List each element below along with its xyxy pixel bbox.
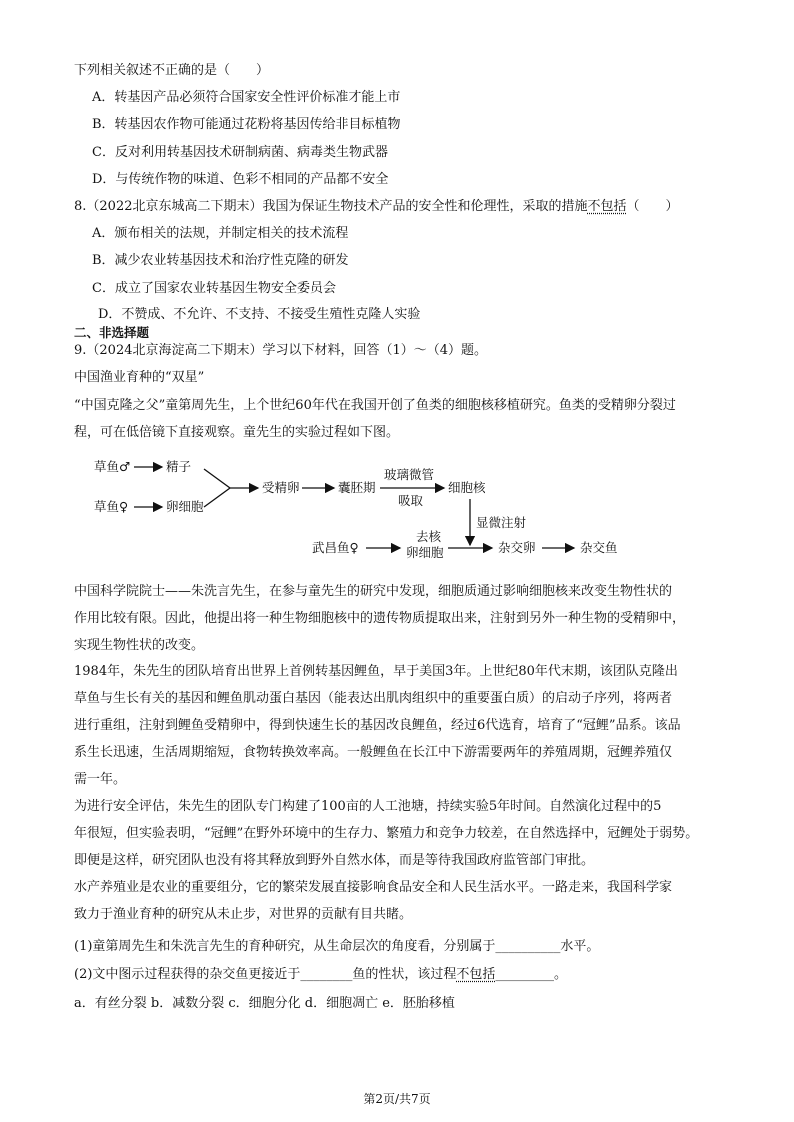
paragraph-line: 作用比较有限。因此，他提出将一种生物细胞核中的遗传物质提取出来，注射到另外一种生物的受精卵中， bbox=[74, 611, 686, 626]
paragraph-line: 水产养殖业是农业的重要组分，它的繁荣发展直接影响食品安全和人民生活水平。一路走来，我国科学家 bbox=[74, 880, 673, 895]
label-grass-carp-female: 草鱼♀ bbox=[94, 499, 129, 514]
label-egg: 卵细胞 bbox=[166, 499, 204, 514]
paragraph-line: 1984年，朱先生的团队培育出世界上首例转基因鲤鱼，早于美国3年。上世纪80年代末期，该团队克隆出 bbox=[74, 664, 678, 679]
label-enucleate: 去核 bbox=[416, 529, 442, 544]
q9-emphasis: 不包括 bbox=[456, 967, 496, 982]
q9-subquestion-2: (2)文中图示过程获得的杂交鱼更接近于________鱼的性状，该过程不包括_________。 bbox=[74, 967, 567, 982]
page-footer: 第2页/共7页 bbox=[363, 1092, 431, 1106]
label-grass-carp-male: 草鱼♂ bbox=[94, 459, 131, 474]
experiment-flow-diagram bbox=[90, 455, 650, 570]
q7-option-c: C．反对利用转基因技术研制病菌、病毒类生物武器 bbox=[92, 145, 388, 160]
label-egg-2: 卵细胞 bbox=[406, 545, 444, 560]
q8-option-d: D．不赞成、不允许、不支持、不接受生殖性克隆人实验 bbox=[98, 307, 421, 322]
label-hybrid-egg: 杂交卵 bbox=[498, 540, 536, 555]
paragraph-line: 系生长迅速，生活周期缩短，食物转换效率高。一般鲤鱼在长江中下游需要两年的养殖周期，冠鲤养殖仅 bbox=[74, 745, 673, 760]
q7-option-b: B．转基因农作物可能通过花粉将基因传给非目标植物 bbox=[92, 117, 401, 132]
label-sperm: 精子 bbox=[166, 459, 192, 474]
merge-connector bbox=[204, 469, 230, 507]
q9-subquestion-2-options: a．有丝分裂 b．减数分裂 c．细胞分化 d．细胞凋亡 e．胚胎移植 bbox=[74, 996, 455, 1011]
paragraph-line: 草鱼与生长有关的基因和鲤鱼肌动蛋白基因（能表达出肌肉组织中的重要蛋白质）的启动子序列，将两者 bbox=[74, 691, 673, 706]
q8-option-b: B．减少农业转基因技术和治疗性克隆的研发 bbox=[92, 253, 349, 268]
paragraph-line: 程，可在低倍镜下直接观察。童先生的实验过程如下图。 bbox=[74, 425, 400, 440]
q9-article-title: 中国渔业育种的“双星” bbox=[74, 370, 205, 385]
paragraph-line: 即便是这样，研究团队也没有将其释放到野外自然水体，而是等待我国政府监管部门审批。 bbox=[74, 853, 595, 868]
label-microinjection: 显微注射 bbox=[476, 515, 527, 530]
q9-stem: 9.（2024北京海淀高二下期末）学习以下材料，回答（1）～（4）题。 bbox=[74, 343, 488, 358]
paragraph-line: 为进行安全评估，朱先生的团队专门构建了100亩的人工池塘，持续实验5年时间。自然演化过程中的5 bbox=[74, 799, 662, 814]
label-glass-micropipette: 玻璃微管 bbox=[384, 467, 435, 482]
q7-option-a: A．转基因产品必须符合国家安全性评价标准才能上市 bbox=[92, 90, 401, 105]
q9-subquestion-1: (1)童第周先生和朱洗言先生的育种研究，从生命层次的角度看，分别属于__________水平。 bbox=[74, 939, 600, 954]
paragraph-line: 致力于渔业育种的研究从未止步，对世界的贡献有目共睹。 bbox=[74, 907, 413, 922]
q8-option-a: A．颁布相关的法规，并制定相关的技术流程 bbox=[92, 226, 349, 241]
paragraph-line: 实现生物性状的改变。 bbox=[74, 638, 205, 653]
paragraph-line: 年很短，但实验表明，“冠鲤”在野外环境中的生存力、繁殖力和竞争力较差，在自然选择中，冠鲤处于弱势。 bbox=[74, 826, 699, 841]
label-hybrid-fish: 杂交鱼 bbox=[580, 540, 618, 555]
label-nucleus: 细胞核 bbox=[448, 480, 486, 495]
paragraph-line: “中国克隆之父”童第周先生，上个世纪60年代在我国开创了鱼类的细胞核移植研究。鱼类的受精卵分裂过 bbox=[74, 398, 676, 413]
label-suck: 吸取 bbox=[398, 493, 424, 508]
q7-stem: 下列相关叙述不正确的是（ ） bbox=[74, 63, 270, 78]
q8-emphasis: 不包括 bbox=[587, 199, 627, 214]
paragraph-line: 需一年。 bbox=[74, 772, 127, 787]
paragraph-line: 中国科学院院士——朱洗言先生，在参与童先生的研究中发现，细胞质通过影响细胞核来改变生物性状的 bbox=[74, 584, 673, 599]
label-wuchang-bream-female: 武昌鱼♀ bbox=[312, 540, 359, 555]
paragraph-line: 进行重组，注射到鲤鱼受精卵中，得到快速生长的基因改良鲤鱼，经过6代选育，培育了“冠鲤”品系。该品 bbox=[74, 718, 681, 733]
section-heading: 二、非选择题 bbox=[74, 325, 150, 340]
q8-stem: 8.（2022北京东城高二下期末）我国为保证生物技术产品的安全性和伦理性，采取的措施不包括（ ） bbox=[74, 199, 679, 214]
label-fertilized-egg: 受精卵 bbox=[262, 480, 300, 495]
label-blastula: 囊胚期 bbox=[338, 480, 376, 495]
q8-option-c: C．成立了国家农业转基因生物安全委员会 bbox=[92, 281, 336, 296]
q7-option-d: D．与传统作物的味道、色彩不相同的产品都不安全 bbox=[92, 172, 389, 187]
